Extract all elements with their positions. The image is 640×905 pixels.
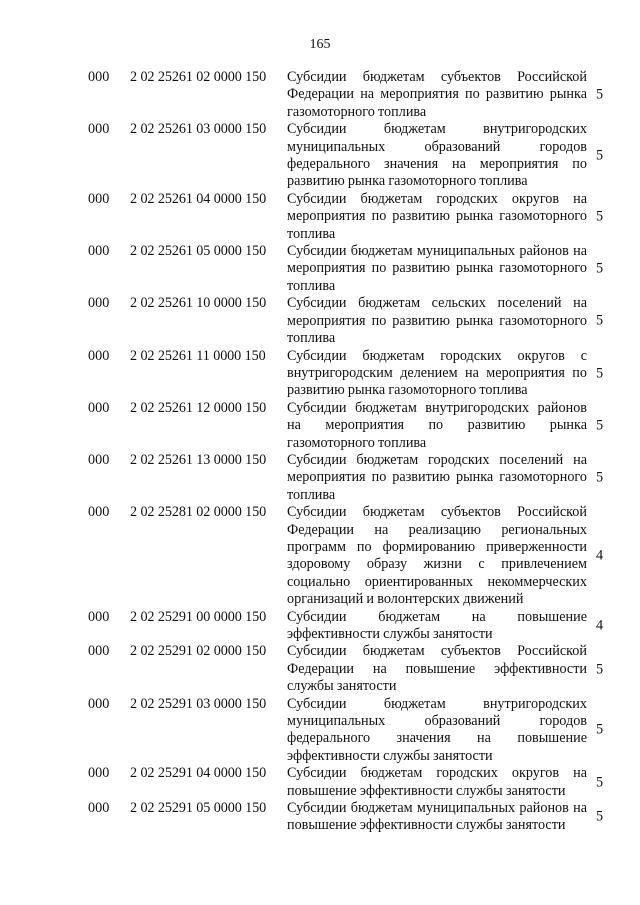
table-row (0, 191, 640, 243)
budget-classification-code-cell: 2 02 25261 11 0000 150 (130, 347, 266, 364)
table-row (0, 609, 640, 644)
rate-cell: 5 (596, 660, 604, 677)
admin-code-cell: 000 (88, 800, 110, 817)
admin-code-cell: 000 (88, 190, 110, 207)
rate-cell: 5 (596, 417, 604, 434)
rate-cell: 5 (596, 773, 604, 790)
admin-code-cell: 000 (88, 643, 110, 660)
revenue-name-cell: Субсидии бюджетам городских поселений на мероприятия по развитию рынка газомоторного топлива (287, 451, 587, 503)
revenue-name-cell: Субсидии бюджетам внутригородских муниципальных образований городов федерального значения на мероприятия по развитию рынка газомоторного топлива (287, 121, 587, 190)
admin-code-cell: 000 (88, 504, 110, 521)
table-row (0, 765, 640, 800)
rate-cell: 5 (596, 86, 604, 103)
revenue-name-cell: Субсидии бюджетам субъектов Российской Федерации на повышение эффективности службы занятости (287, 643, 587, 695)
revenue-name-cell: Субсидии бюджетам субъектов Российской Федерации на мероприятия по развитию рынка газомоторного топлива (287, 69, 587, 120)
admin-code-cell: 000 (88, 347, 110, 364)
revenue-name-cell: Субсидии бюджетам городских округов на повышение эффективности службы занятости (287, 765, 587, 799)
admin-code-cell: 000 (88, 121, 110, 138)
rate-cell: 5 (596, 808, 604, 825)
table-row (0, 504, 640, 608)
table-row (0, 121, 640, 191)
revenue-name-cell: Субсидии бюджетам внутригородских муниципальных образований городов федерального значения на повышение эффективности службы занятости (287, 695, 587, 764)
budget-classification-code-cell: 2 02 25261 02 0000 150 (130, 69, 267, 85)
table-row (0, 696, 640, 766)
table-row (0, 452, 640, 504)
admin-code-cell: 000 (88, 295, 110, 312)
revenue-name-cell: Субсидии бюджетам субъектов Российской Федерации на реализацию региональных программ по формированию приверженности здоровому образу жизни с привлечением социально ориентированных некоммерческих организаций и волонтерских движений (287, 504, 587, 608)
budget-classification-code-cell: 2 02 25291 02 0000 150 (130, 643, 267, 660)
revenue-name-cell: Субсидии бюджетам городских округов с внутригородским делением на мероприятия по развитию рынка газомоторного топлива (287, 347, 587, 399)
budget-classification-code-cell: 2 02 25291 03 0000 150 (130, 695, 267, 712)
revenue-name-cell: Субсидии бюджетам сельских поселений на мероприятия по развитию рынка газомоторного топлива (287, 295, 587, 347)
admin-code-cell: 000 (88, 69, 110, 85)
rate-cell: 5 (596, 469, 604, 486)
admin-code-cell: 000 (88, 451, 110, 468)
table-row (0, 69, 640, 121)
admin-code-cell: 000 (88, 243, 110, 260)
budget-classification-code-cell: 2 02 25291 00 0000 150 (130, 608, 267, 625)
budget-classification-code-cell: 2 02 25261 05 0000 150 (130, 243, 267, 260)
rate-cell: 5 (596, 147, 604, 164)
revenue-name-cell: Субсидии бюджетам на повышение эффективности службы занятости (287, 608, 587, 642)
admin-code-cell: 000 (88, 608, 110, 625)
rate-cell: 5 (596, 208, 604, 225)
budget-classification-code-cell: 2 02 25291 04 0000 150 (130, 765, 267, 782)
budget-classification-code-cell: 2 02 25291 05 0000 150 (130, 800, 267, 817)
rate-cell: 4 (596, 547, 604, 564)
budget-classification-code-cell: 2 02 25261 10 0000 150 (130, 295, 267, 312)
budget-classification-code-cell: 2 02 25261 03 0000 150 (130, 121, 267, 138)
document-table (0, 69, 640, 835)
budget-classification-code-cell: 2 02 25261 13 0000 150 (130, 451, 267, 468)
table-row (0, 643, 640, 695)
admin-code-cell: 000 (88, 765, 110, 782)
revenue-name-cell: Субсидии бюджетам внутригородских районов на мероприятия по развитию рынка газомоторного топлива (287, 399, 587, 451)
table-row (0, 295, 640, 347)
budget-classification-code-cell: 2 02 25281 02 0000 150 (130, 504, 267, 521)
budget-classification-code-cell: 2 02 25261 12 0000 150 (130, 399, 267, 416)
rate-cell: 5 (596, 364, 604, 381)
revenue-name-cell: Субсидии бюджетам городских округов на мероприятия по развитию рынка газомоторного топлива (287, 190, 587, 242)
rate-cell: 5 (596, 312, 604, 329)
table-row (0, 243, 640, 295)
rate-cell: 5 (596, 260, 604, 277)
admin-code-cell: 000 (88, 695, 110, 712)
table-row (0, 348, 640, 400)
revenue-name-cell: Субсидии бюджетам муниципальных районов на мероприятия по развитию рынка газомоторного топлива (287, 243, 587, 294)
admin-code-cell: 000 (88, 399, 110, 416)
table-row (0, 800, 640, 835)
rate-cell: 5 (596, 721, 604, 738)
budget-classification-code-cell: 2 02 25261 04 0000 150 (130, 190, 267, 207)
table-row (0, 400, 640, 452)
rate-cell: 4 (596, 617, 604, 634)
page-number: 165 (309, 37, 331, 52)
revenue-name-cell: Субсидии бюджетам муниципальных районов на повышение эффективности службы занятости (287, 800, 587, 834)
